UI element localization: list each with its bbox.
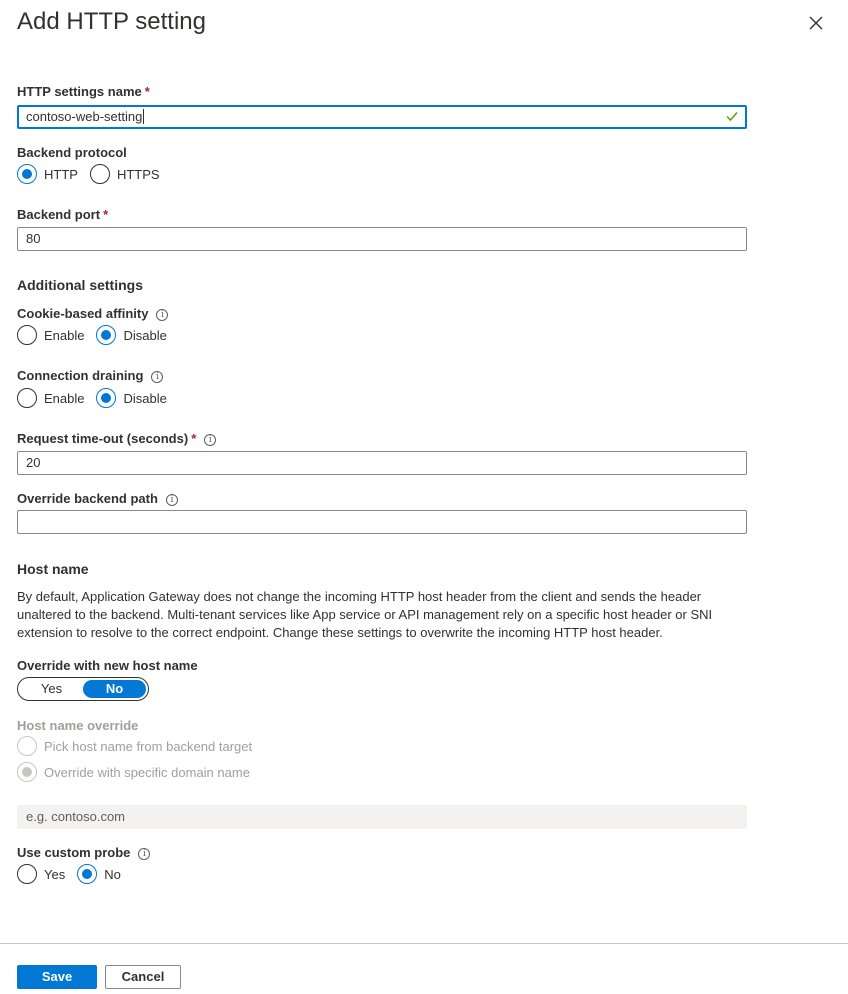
- probe-yes-option[interactable]: [17, 864, 65, 884]
- radio-checked-icon: [17, 762, 37, 782]
- info-icon[interactable]: i: [156, 309, 168, 321]
- info-icon[interactable]: i: [166, 494, 178, 506]
- close-icon[interactable]: [805, 12, 827, 34]
- pick-backend-label: Pick host name from backend target: [44, 738, 253, 754]
- override-path-input[interactable]: [17, 510, 747, 534]
- info-icon[interactable]: i: [204, 434, 216, 446]
- radio-checked-icon[interactable]: [96, 388, 116, 408]
- pick-backend-option: [17, 736, 252, 756]
- text-caret: [143, 109, 144, 124]
- radio-checked-icon[interactable]: [77, 864, 97, 884]
- probe-no-option[interactable]: [77, 864, 121, 884]
- probe-yes-label: Yes: [44, 866, 66, 882]
- backend-port-input[interactable]: 80: [17, 227, 747, 251]
- cookie-enable-option[interactable]: [17, 325, 84, 345]
- settings-name-input[interactable]: [17, 105, 747, 129]
- toggle-yes[interactable]: Yes: [40, 681, 63, 696]
- custom-probe-group: [17, 864, 133, 884]
- footer-divider: [0, 943, 848, 944]
- host-override-option-backend: [17, 736, 264, 756]
- domain-name-input: e.g. contoso.com: [17, 805, 747, 829]
- required-marker: *: [103, 207, 109, 222]
- request-timeout-input[interactable]: 20: [17, 451, 747, 475]
- draining-enable-option[interactable]: [17, 388, 84, 408]
- cancel-button[interactable]: Cancel: [105, 965, 181, 989]
- draining-enable-label: Enable: [44, 390, 85, 406]
- radio-unchecked-icon[interactable]: [17, 325, 37, 345]
- specific-domain-label: Override with specific domain name: [44, 764, 250, 780]
- host-override-type-label: Host name override: [17, 718, 139, 733]
- draining-disable-option[interactable]: [96, 388, 166, 408]
- panel-title: Add HTTP setting: [17, 8, 206, 35]
- backend-protocol-label: Backend protocol: [17, 145, 127, 160]
- protocol-http-label: HTTP: [44, 166, 78, 182]
- required-marker: *: [191, 431, 197, 446]
- override-host-label: Override with new host name: [17, 658, 198, 673]
- toggle-no[interactable]: No: [83, 680, 146, 698]
- cookie-disable-option[interactable]: [96, 325, 166, 345]
- cookie-affinity-group: [17, 325, 179, 345]
- host-name-description: By default, Application Gateway does not change the incoming HTTP host header from the client and sends the header unaltered to the backend. Multi-tenant services like App service or API management rely on a specific host header or SNI extension to resolve to the correct endpoint. Change these settings to overwrite the incoming HTTP host header.: [17, 589, 713, 640]
- cookie-disable-label: Disable: [123, 327, 167, 343]
- info-icon[interactable]: i: [151, 371, 163, 383]
- custom-probe-label: Use custom probe i: [17, 844, 150, 862]
- host-override-option-domain: [17, 762, 262, 782]
- radio-checked-icon[interactable]: [17, 164, 37, 184]
- checkmark-icon: [725, 109, 739, 129]
- cookie-affinity-label: Cookie-based affinity i: [17, 305, 168, 323]
- protocol-https-option[interactable]: [90, 164, 160, 184]
- connection-draining-label: Connection draining i: [17, 367, 163, 385]
- settings-name-value: contoso-web-setting: [26, 109, 143, 124]
- backend-protocol-group: [17, 164, 172, 184]
- radio-checked-icon[interactable]: [96, 325, 116, 345]
- settings-name-label: HTTP settings name *: [17, 84, 150, 99]
- override-path-label: Override backend path i: [17, 490, 178, 508]
- radio-unchecked-icon[interactable]: [17, 388, 37, 408]
- radio-unchecked-icon[interactable]: [90, 164, 110, 184]
- specific-domain-option: [17, 762, 250, 782]
- request-timeout-label: Request time-out (seconds) * i: [17, 430, 216, 448]
- info-icon[interactable]: i: [138, 848, 150, 860]
- radio-unchecked-icon: [17, 736, 37, 756]
- additional-settings-heading: Additional settings: [17, 277, 143, 293]
- protocol-http-option[interactable]: [17, 164, 78, 184]
- host-name-heading: Host name: [17, 561, 89, 577]
- protocol-https-label: HTTPS: [116, 166, 160, 182]
- save-button[interactable]: Save: [17, 965, 97, 989]
- draining-disable-label: Disable: [123, 390, 167, 406]
- probe-no-label: No: [104, 866, 121, 882]
- required-marker: *: [144, 84, 150, 99]
- radio-unchecked-icon[interactable]: [17, 864, 37, 884]
- connection-draining-group: [17, 388, 179, 408]
- override-host-toggle[interactable]: [17, 677, 149, 701]
- cookie-enable-label: Enable: [44, 327, 85, 343]
- backend-port-label: Backend port *: [17, 207, 109, 222]
